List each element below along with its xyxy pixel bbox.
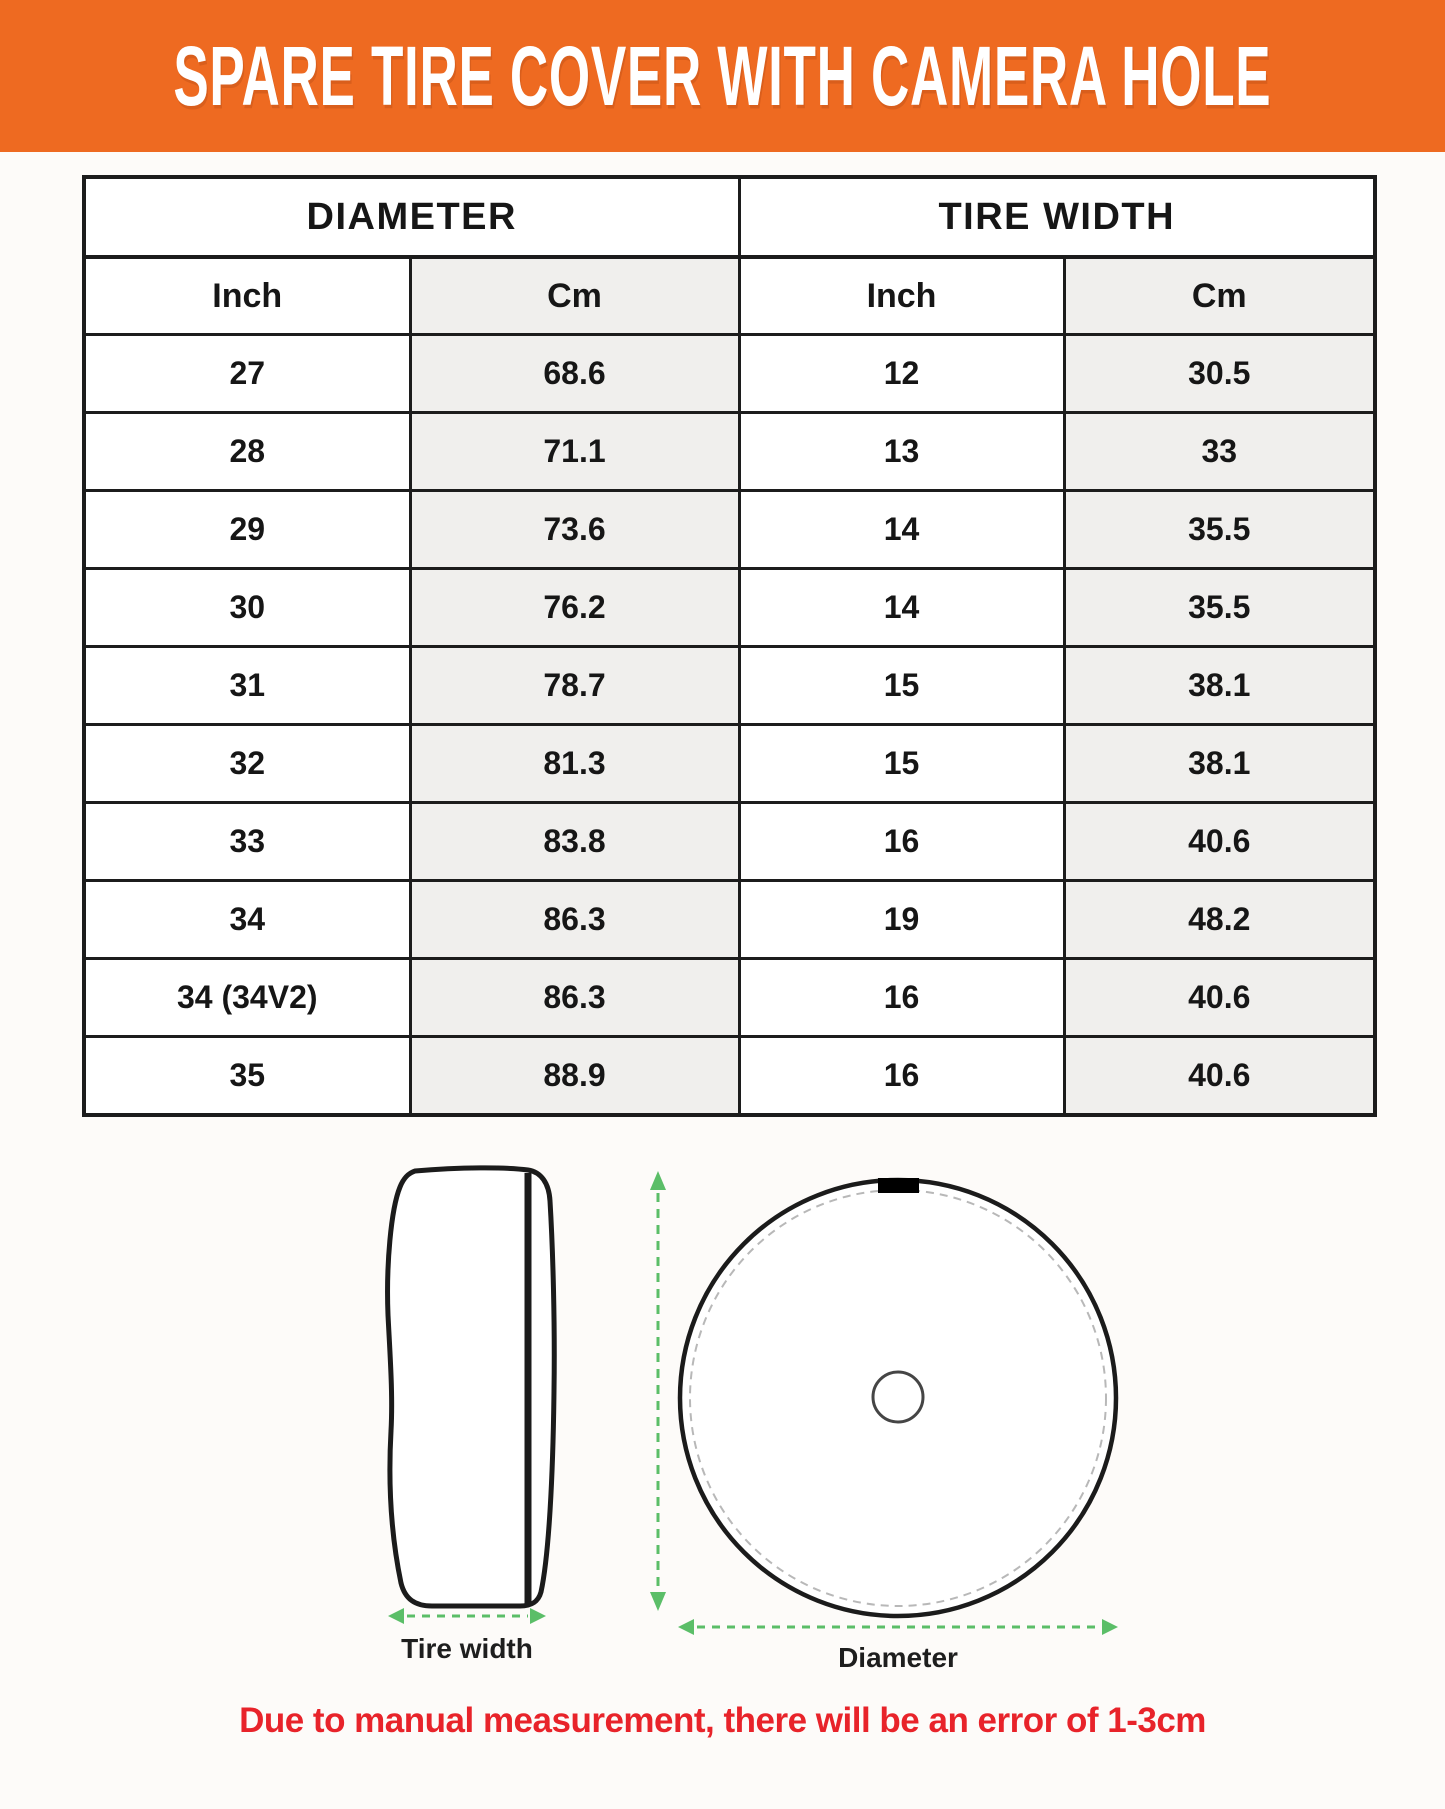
table-row bbox=[84, 959, 1375, 1037]
cell-diameter-inch: 34 bbox=[84, 881, 410, 959]
cell-width-cm: 30.5 bbox=[1064, 335, 1375, 413]
cell-diameter-cm: 68.6 bbox=[410, 335, 739, 413]
group-header-tire-width: TIRE WIDTH bbox=[739, 177, 1375, 257]
camera-hole bbox=[873, 1372, 923, 1422]
cell-diameter-inch: 33 bbox=[84, 803, 410, 881]
cell-diameter-cm: 86.3 bbox=[410, 959, 739, 1037]
cell-diameter-inch: 34 (34V2) bbox=[84, 959, 410, 1037]
cell-diameter-cm: 83.8 bbox=[410, 803, 739, 881]
table-group-header-row bbox=[84, 177, 1375, 257]
cell-width-cm: 35.5 bbox=[1064, 569, 1375, 647]
cell-diameter-cm: 76.2 bbox=[410, 569, 739, 647]
cell-width-inch: 14 bbox=[739, 569, 1064, 647]
tire-measurement-diagram bbox=[0, 1155, 1445, 1695]
cell-width-cm: 48.2 bbox=[1064, 881, 1375, 959]
cell-width-inch: 16 bbox=[739, 1037, 1064, 1116]
table-row bbox=[84, 803, 1375, 881]
cell-width-inch: 15 bbox=[739, 647, 1064, 725]
cell-width-cm: 40.6 bbox=[1064, 1037, 1375, 1116]
cell-width-cm: 38.1 bbox=[1064, 647, 1375, 725]
vertical-diameter-arrow bbox=[650, 1171, 666, 1611]
cell-width-inch: 16 bbox=[739, 959, 1064, 1037]
table-row bbox=[84, 335, 1375, 413]
table-row bbox=[84, 413, 1375, 491]
size-table bbox=[82, 175, 1377, 1117]
measurement-disclaimer: Due to manual measurement, there will be an error of 1-3cm bbox=[239, 1701, 1206, 1740]
cell-diameter-cm: 73.6 bbox=[410, 491, 739, 569]
column-header-width-inch: Inch bbox=[739, 257, 1064, 335]
cell-width-inch: 16 bbox=[739, 803, 1064, 881]
arrowhead-up-icon bbox=[650, 1171, 666, 1190]
arrowhead-left-icon bbox=[388, 1608, 404, 1624]
arrowhead-left-icon bbox=[678, 1619, 694, 1635]
cell-diameter-inch: 35 bbox=[84, 1037, 410, 1116]
cell-diameter-inch: 27 bbox=[84, 335, 410, 413]
cell-width-cm: 38.1 bbox=[1064, 725, 1375, 803]
table-row bbox=[84, 881, 1375, 959]
cell-diameter-inch: 30 bbox=[84, 569, 410, 647]
arrowhead-down-icon bbox=[650, 1592, 666, 1611]
cell-diameter-cm: 71.1 bbox=[410, 413, 739, 491]
table-row bbox=[84, 1037, 1375, 1116]
cell-width-cm: 40.6 bbox=[1064, 959, 1375, 1037]
table-row bbox=[84, 725, 1375, 803]
cell-diameter-inch: 28 bbox=[84, 413, 410, 491]
page-title: SPARE TIRE COVER WITH CAMERA HOLE bbox=[173, 27, 1272, 123]
cell-width-inch: 19 bbox=[739, 881, 1064, 959]
cell-width-inch: 13 bbox=[739, 413, 1064, 491]
cell-diameter-inch: 31 bbox=[84, 647, 410, 725]
tire-front-view bbox=[680, 1178, 1116, 1616]
table-row bbox=[84, 647, 1375, 725]
banner bbox=[0, 0, 1445, 152]
cell-width-cm: 33 bbox=[1064, 413, 1375, 491]
diameter-measure bbox=[678, 1619, 1118, 1673]
cell-width-cm: 40.6 bbox=[1064, 803, 1375, 881]
cell-diameter-cm: 81.3 bbox=[410, 725, 739, 803]
cell-width-inch: 12 bbox=[739, 335, 1064, 413]
cell-width-inch: 15 bbox=[739, 725, 1064, 803]
table-column-header-row bbox=[84, 257, 1375, 335]
column-header-width-cm: Cm bbox=[1064, 257, 1375, 335]
column-header-diameter-cm: Cm bbox=[410, 257, 739, 335]
group-header-diameter: DIAMETER bbox=[84, 177, 739, 257]
cell-diameter-cm: 88.9 bbox=[410, 1037, 739, 1116]
column-header-diameter-inch: Inch bbox=[84, 257, 410, 335]
diameter-label: Diameter bbox=[838, 1642, 958, 1673]
tire-width-label: Tire width bbox=[401, 1633, 533, 1664]
tire-side-view bbox=[388, 1168, 555, 1606]
cell-diameter-inch: 32 bbox=[84, 725, 410, 803]
cell-diameter-cm: 86.3 bbox=[410, 881, 739, 959]
table-row bbox=[84, 491, 1375, 569]
arrowhead-right-icon bbox=[530, 1608, 546, 1624]
table-row bbox=[84, 569, 1375, 647]
tire-width-measure bbox=[388, 1608, 546, 1664]
cell-diameter-cm: 78.7 bbox=[410, 647, 739, 725]
cell-width-inch: 14 bbox=[739, 491, 1064, 569]
cover-seam-marker bbox=[878, 1178, 919, 1193]
cell-diameter-inch: 29 bbox=[84, 491, 410, 569]
cell-width-cm: 35.5 bbox=[1064, 491, 1375, 569]
arrowhead-right-icon bbox=[1102, 1619, 1118, 1635]
